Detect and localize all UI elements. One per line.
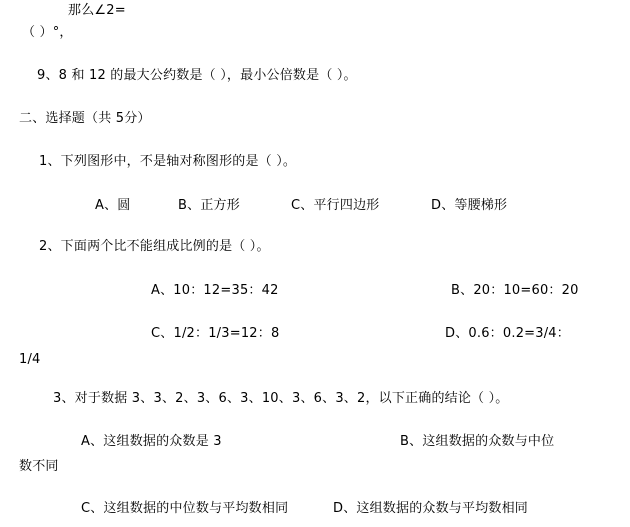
q1-option-c: C、平行四边形 [291, 198, 380, 213]
q3-option-d: D、这组数据的众数与平均数相同 [333, 501, 529, 516]
q2-stem: 2、下面两个比不能组成比例的是（ ）。 [39, 239, 270, 254]
q1-option-a: A、圆 [95, 198, 131, 213]
q1-stem: 1、下列图形中，不是轴对称图形的是（ ）。 [39, 154, 297, 169]
q1-option-b: B、正方形 [178, 198, 240, 213]
q2-option-d: D、0.6：0.2=3/4： [445, 326, 570, 341]
q3-option-b: B、这组数据的众数与中位 [400, 434, 555, 449]
q2-option-b: B、20：10=60：20 [451, 283, 579, 298]
q2-option-d-wrap: 1/4 [19, 352, 41, 367]
q8-angle-line: 那么∠2= [68, 3, 126, 18]
q2-option-a: A、10：12=35：42 [151, 283, 279, 298]
q3-option-b-wrap: 数不同 [19, 459, 59, 474]
q3-stem: 3、对于数据 3、3、2、3、6、3、10、3、6、3、2，以下正确的结论（ ）。 [53, 391, 509, 406]
q3-option-a: A、这组数据的众数是 3 [81, 434, 222, 449]
q8-answer-blank: （ ）°， [22, 25, 73, 40]
question-9: 9、8 和 12 的最大公约数是（ ），最小公倍数是（ ）。 [37, 68, 357, 83]
q1-option-d: D、等腰梯形 [431, 198, 508, 213]
q2-option-c: C、1/2：1/3=12：8 [151, 326, 280, 341]
q3-option-c: C、这组数据的中位数与平均数相同 [81, 501, 289, 516]
section-title: 二、选择题（共 5分） [19, 111, 151, 126]
